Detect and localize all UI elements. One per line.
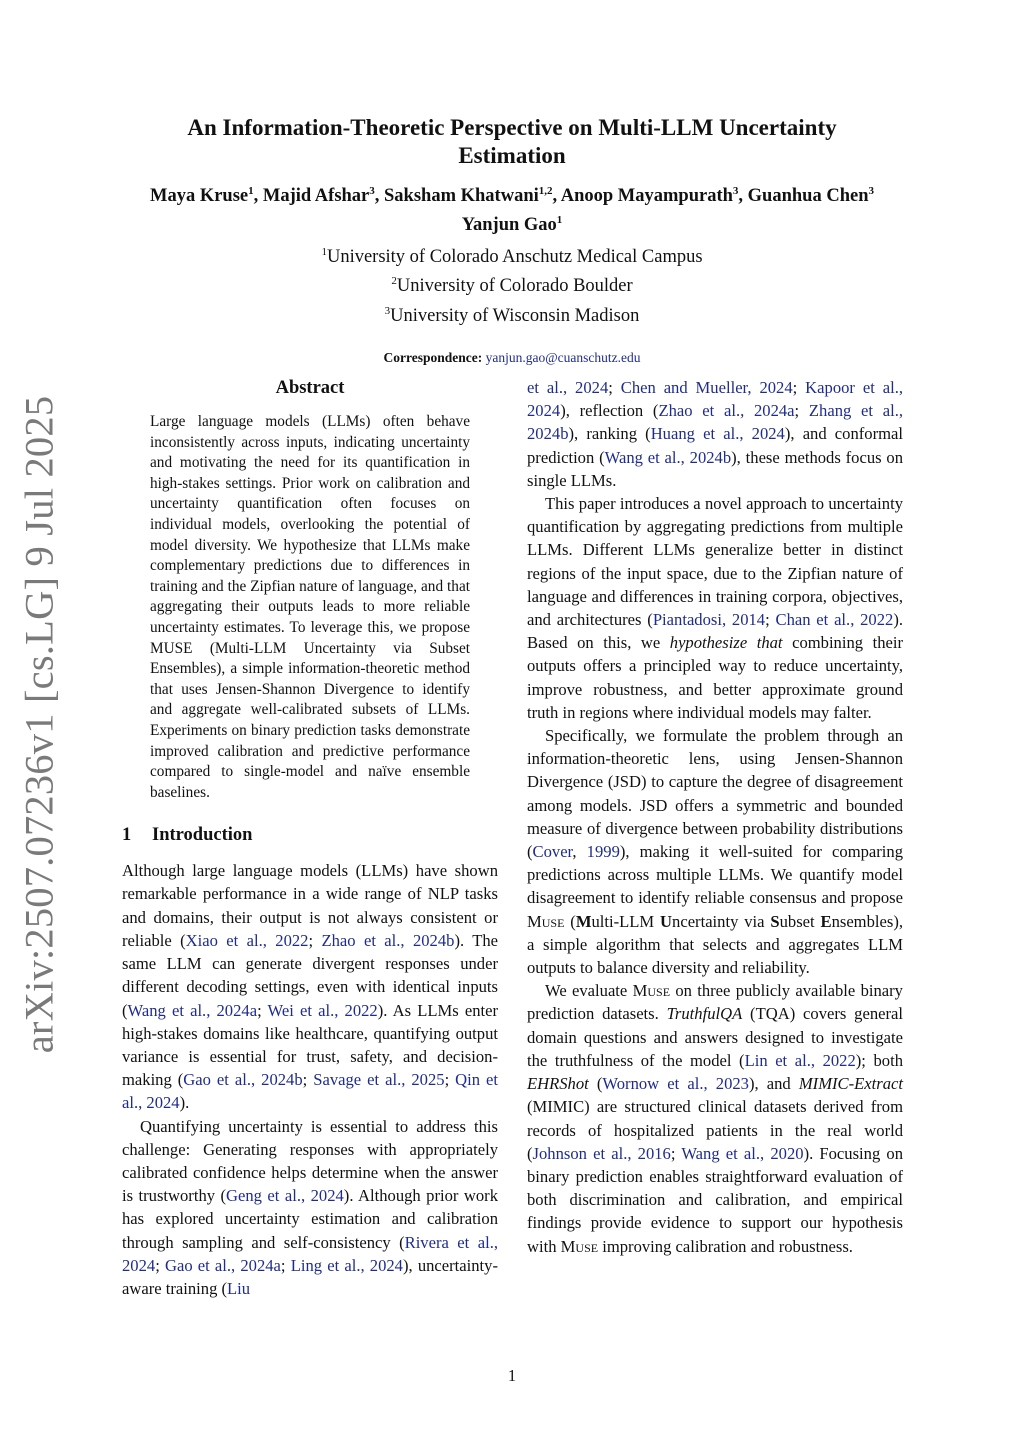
author-name: Saksham Khatwani bbox=[384, 186, 539, 207]
citation-link[interactable]: Qin et al., 2024 bbox=[122, 1070, 499, 1113]
citation-link[interactable]: Wang et al., 2020 bbox=[681, 1143, 804, 1163]
title-line-1: An Information-Theoretic Perspective on Multi-LLM Uncertainty bbox=[187, 115, 837, 140]
citation-link[interactable]: Liu bbox=[227, 1278, 251, 1298]
author-affil-sup: 1 bbox=[248, 185, 254, 197]
affiliation: $^3$University of Wisconsin Madison bbox=[384, 304, 640, 326]
author-name: Maya Kruse bbox=[150, 186, 249, 207]
correspondence-label: Correspondence: bbox=[383, 349, 483, 365]
citation-link[interactable]: Xiao et al., 2022 bbox=[185, 930, 309, 950]
author-name: Anoop Mayampurath bbox=[560, 186, 733, 207]
title-line-2: Estimation bbox=[458, 143, 566, 168]
citation-link[interactable]: Piantadosi, 2014 bbox=[652, 610, 766, 630]
citation-link[interactable]: Zhao et al., 2024b bbox=[321, 930, 455, 950]
affiliation-list bbox=[90, 240, 934, 327]
citation-link[interactable]: 1999 bbox=[586, 842, 620, 862]
citation-link[interactable]: Savage et al., 2025 bbox=[313, 1070, 445, 1090]
citation-link[interactable]: Ling et al., 2024 bbox=[290, 1255, 403, 1275]
citation-link[interactable]: Geng et al., 2024 bbox=[226, 1186, 344, 1206]
citation-link[interactable]: Gao et al., 2024b bbox=[183, 1070, 303, 1090]
citation-link[interactable]: Lin et al., 2022 bbox=[744, 1050, 856, 1070]
section-heading-introduction bbox=[122, 823, 498, 847]
correspondence-email-link[interactable]: yanjun.gao@cuanschutz.edu bbox=[485, 349, 641, 365]
affiliation: $^1$University of Colorado Anschutz Medical Campus bbox=[321, 246, 703, 268]
citation-link[interactable]: Cover bbox=[532, 842, 573, 862]
right-column bbox=[527, 376, 903, 1258]
author-affil-sup: 1 bbox=[556, 214, 563, 227]
intro-paragraph-5: We evaluate Muse on three publicly available binary prediction datasets. TruthfulQA (TQA) covers general domain questions and answers designed to investigate the truthfulness of the model (Lin et al., 2022); both EHRShot (Wornow et al., 2023), and MIMIC-Extract (MIMIC) are structured clinical datasets derived from records of hospitalized patients in the real world (Johnson et al., 2016; Wang et al., 2020). Focusing on binary prediction enables straightforward evaluation of both discrimination and calibration, and empirical findings provide evidence to support our hypothesis with Muse improving calibration and robustness. bbox=[527, 981, 904, 1256]
section-number: 1 bbox=[122, 825, 132, 846]
citation-link[interactable]: Wang et al., 2024a bbox=[127, 1000, 258, 1020]
citation-link[interactable]: Johnson et al., 2016 bbox=[532, 1143, 671, 1163]
author-affil-sup: 3 bbox=[732, 185, 739, 197]
author-name: Majid Afshar bbox=[262, 186, 370, 207]
dataset-name: EHRShot bbox=[527, 1074, 589, 1094]
method-name: Muse bbox=[527, 911, 565, 931]
citation-link[interactable]: Chan et al., 2022 bbox=[775, 610, 894, 630]
intro-paragraph-2: Quantifying uncertainty is essential to address this challenge: Generating responses with appropriately calibrated confidence helps determine when the answer is trustworthy (Geng et al., 2024). Although prior work has explored uncertainty estimation and calibration through sampling and self-consistency (Rivera et al., 2024; Gao et al., 2024a; Ling et al., 2024), uncertainty-aware training (Liu bbox=[122, 1116, 498, 1298]
citation-link[interactable]: et al., 2024 bbox=[527, 378, 609, 397]
author-list: Maya Kruse$^1$, Majid Afshar$^3$, Saksham Khatwani$^{1,2}$, Anoop Mayampurath$^3$, Guanhua Chen$^3$ Yanjun Gao$^1$ bbox=[150, 185, 874, 236]
intro-paragraph-1: Although large language models (LLMs) have shown remarkable performance in a wide range of NLP tasks and domains, their output is not always consistent or reliable (Xiao et al., 2022; Zhao et al., 2024b). The same LLM can generate divergent responses under different decoding settings, even with identical inputs (Wang et al., 2024a; Wei et al., 2022). As LLMs enter high-stakes domains like healthcare, quantifying output variance is essential for trust, safety, and decision-making (Gao et al., 2024b; Savage et al., 2025; Qin et al., 2024). bbox=[122, 861, 499, 1113]
citation-link[interactable]: Huang et al., 2024 bbox=[650, 424, 785, 444]
emphasis: hypothesize that bbox=[669, 633, 783, 653]
citation-link[interactable]: Kapoor et al., 2024 bbox=[527, 378, 903, 421]
affiliation: $^2$University of Colorado Boulder bbox=[391, 275, 633, 297]
method-name: Muse bbox=[560, 1236, 599, 1256]
author-affil-sup: 3 bbox=[868, 185, 874, 197]
citation-link[interactable]: Wang et al., 2024b bbox=[604, 447, 732, 467]
citation-link[interactable]: Zhao et al., 2024a bbox=[658, 401, 795, 421]
citation-link[interactable]: Zhang et al., 2024b bbox=[527, 401, 904, 444]
citation-link[interactable]: Chen and Mueller, 2024 bbox=[620, 378, 793, 397]
abstract-text: Large language models (LLMs) often behave inconsistently across inputs, indicating uncertainty and motivating the need for its quantification in high-stakes settings. Prior work on calibration and uncertainty quantification often focuses on individual models, overlooking the potential of model diversity. We hypothesize that LLMs make complementary predictions due to differences in training and the Zipfian nature of language, and that aggregating their outputs leads to more reliable uncertainty estimates. To leverage this, we propose MUSE (Multi-LLM Uncertainty via Subset Ensembles), a simple information-theoretic method that uses Jensen-Shannon Divergence to identify and aggregate well-calibrated subsets of LLMs. Experiments on binary prediction tasks demonstrate improved calibration and predictive performance compared to single-model and naïve ensemble baselines. bbox=[150, 413, 470, 801]
correspondence-line bbox=[90, 350, 934, 366]
intro-paragraph-3: This paper introduces a novel approach to uncertainty quantification by aggregating predictions from multiple LLMs. Different LLMs generalize better in distinct regions of the input space, due to the Zipfian nature of language and differences in training corpora, objectives, and architectures (Piantadosi, 2014; Chan et al., 2022). Based on this, we hypothesize that combining their outputs offers a principled way to reduce uncertainty, improve robustness, and better approximate ground truth in regions where individual models may falter. bbox=[527, 494, 904, 722]
arxiv-identifier-text: arXiv:2507.07236v1 [cs.LG] 9 Jul 2025 bbox=[16, 395, 62, 1053]
author-affil-sup: 3 bbox=[369, 185, 375, 197]
abstract-heading: Abstract bbox=[275, 378, 345, 398]
intro-paragraph-4: Specifically, we formulate the problem through an information-theoretic lens, using Jensen-Shannon Divergence (JSD) to capture the degree of disagreement among models. JSD offers a symmetric and bounded measure of divergence between probability distributions (Cover, 1999), making it well-suited for comparing predictions across multiple LLMs. We quantify model disagreement to identify reliable consensus and propose Muse (Multi-LLM Uncertainty via Subset Ensembles), a simple algorithm that selects and aggregates LLM outputs to balance diversity and reliability. bbox=[527, 726, 904, 978]
arxiv-identifier bbox=[8, 395, 70, 1053]
author-name: Yanjun Gao bbox=[461, 215, 557, 236]
left-column bbox=[122, 376, 498, 1300]
citation-link[interactable]: Gao et al., 2024a bbox=[164, 1255, 281, 1275]
intro-paragraph-2-continued: et al., 2024; Chen and Mueller, 2024; Kapoor et al., 2024), reflection (Zhao et al., 2024a; Zhang et al., 2024b), ranking (Huang et al., 2024), and conformal prediction (Wang et al., 2024b), these methods focus on single LLMs. bbox=[527, 378, 904, 490]
title-block bbox=[90, 114, 934, 366]
paper-title bbox=[90, 114, 934, 170]
citation-link[interactable]: Wei et al., 2022 bbox=[267, 1000, 378, 1020]
citation-link[interactable]: Wornow et al., 2023 bbox=[602, 1074, 749, 1094]
author-affil-sup: 1,2 bbox=[538, 185, 553, 197]
section-title: Introduction bbox=[152, 825, 253, 846]
author-name: Guanhua Chen bbox=[747, 186, 869, 207]
page-number: 1 bbox=[507, 1366, 517, 1385]
method-name: Muse bbox=[632, 981, 671, 1001]
citation-link[interactable]: Rivera et al., 2024 bbox=[122, 1232, 498, 1275]
dataset-name: MIMIC-Extract bbox=[798, 1074, 903, 1094]
dataset-name: TruthfulQA bbox=[666, 1004, 743, 1024]
